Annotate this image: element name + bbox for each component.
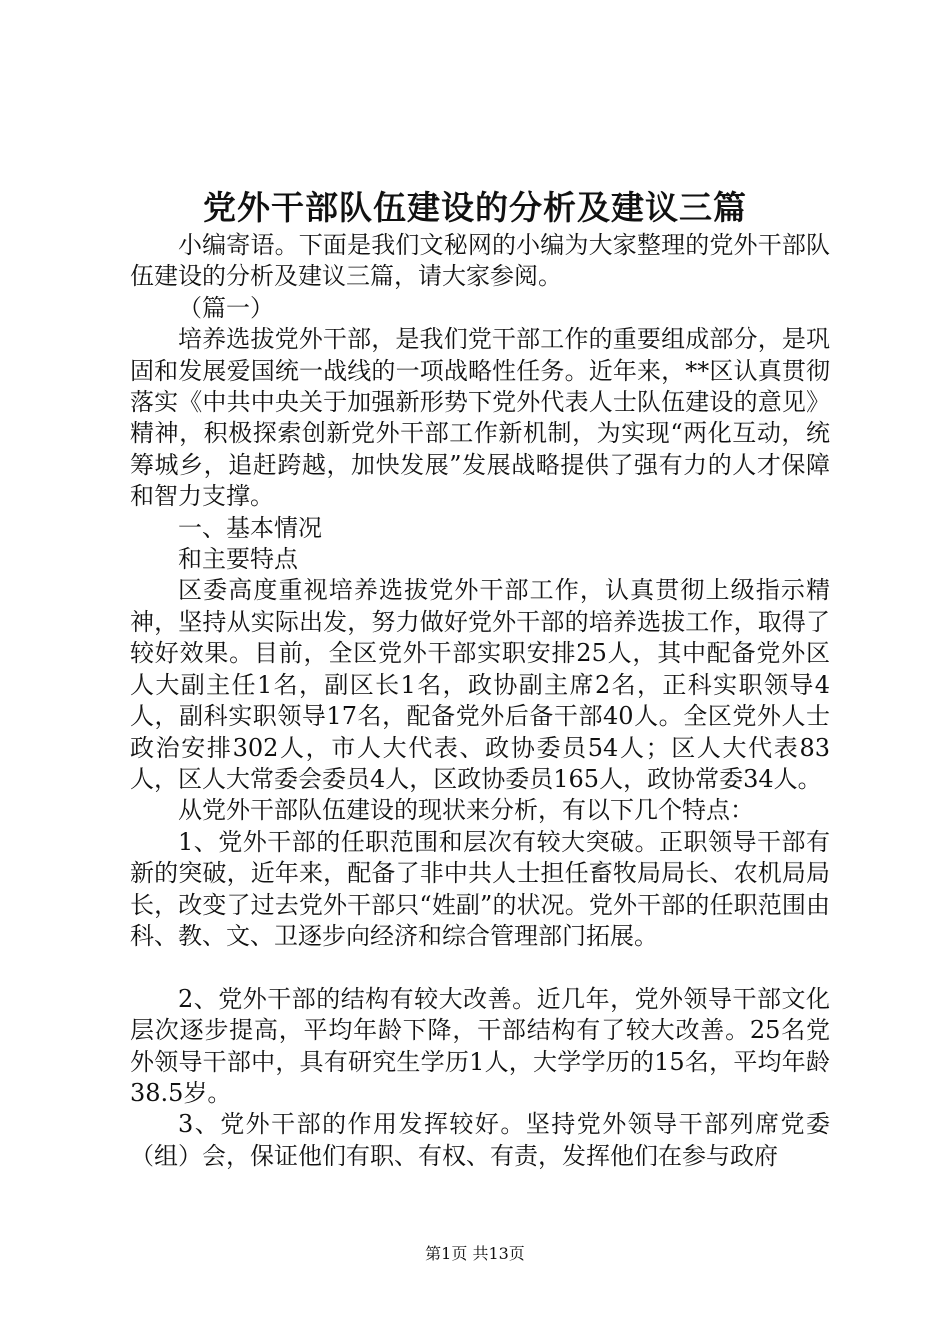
paragraph-heading-features: 和主要特点 <box>178 545 298 574</box>
paragraph-feature-3: 3、党外干部的作用发挥较好。坚持党外领导干部列席党委（组）会，保证他们有职、有权、有责，发挥他们在参与政府 <box>130 1110 830 1170</box>
paragraph-feature-1: 1、党外干部的任职范围和层次有较大突破。正职领导干部有新的突破，近年来，配备了非中共人士担任畜牧局局长、农机局局长，改变了过去党外干部只“姓副”的状况。党外干部的任职范围由科、教、文、卫逐步向经济和综合管理部门拓展。 <box>130 827 830 950</box>
paragraph-features-intro: 从党外干部队伍建设的现状来分析，有以下几个特点： <box>178 796 754 825</box>
paragraph-overview: 培养选拔党外干部，是我们党干部工作的重要组成部分，是巩固和发展爱国统一战线的一项战略性任务。近年来，**区认真贯彻落实《中共中央关于加强新形势下党外代表人士队伍建设的意见》精神，积极探索创新党外干部工作新机制，为实现“两化互动，统筹城乡，追赶跨越，加快发展”发展战略提供了强有力的人才保障和智力支撑。 <box>130 325 830 511</box>
paragraph-feature-2: 2、党外干部的结构有较大改善。近几年，党外领导干部文化层次逐步提高，平均年龄下降，干部结构有了较大改善。25名党外领导干部中，具有研究生学历1人，大学学历的15名，平均年龄38.5岁。 <box>130 984 830 1107</box>
paragraph-heading-basic: 一、基本情况 <box>178 513 322 542</box>
paragraph-section-label: （篇一） <box>178 293 274 322</box>
document-title: 党外干部队伍建设的分析及建议三篇 <box>203 188 747 227</box>
document-body <box>130 230 830 1172</box>
paragraph-statistics: 区委高度重视培养选拔党外干部工作，认真贯彻上级指示精神，坚持从实际出发，努力做好党外干部的培养选拔工作，取得了较好效果。目前，全区党外干部实职安排25人，其中配备党外区人大副主任1名，副区长1名，政协副主席2名，正科实职领导4人，副科实职领导17名，配备党外后备干部40人。全区党外人士政治安排302人，市人大代表、政协委员54人；区人大代表83人，区人大常委会委员4人，区政协委员165人，政协常委34人。 <box>130 576 830 793</box>
page-footer: 第1页 共13页 <box>425 1244 525 1263</box>
paragraph-intro: 小编寄语。下面是我们文秘网的小编为大家整理的党外干部队伍建设的分析及建议三篇，请大家参阅。 <box>130 231 830 291</box>
